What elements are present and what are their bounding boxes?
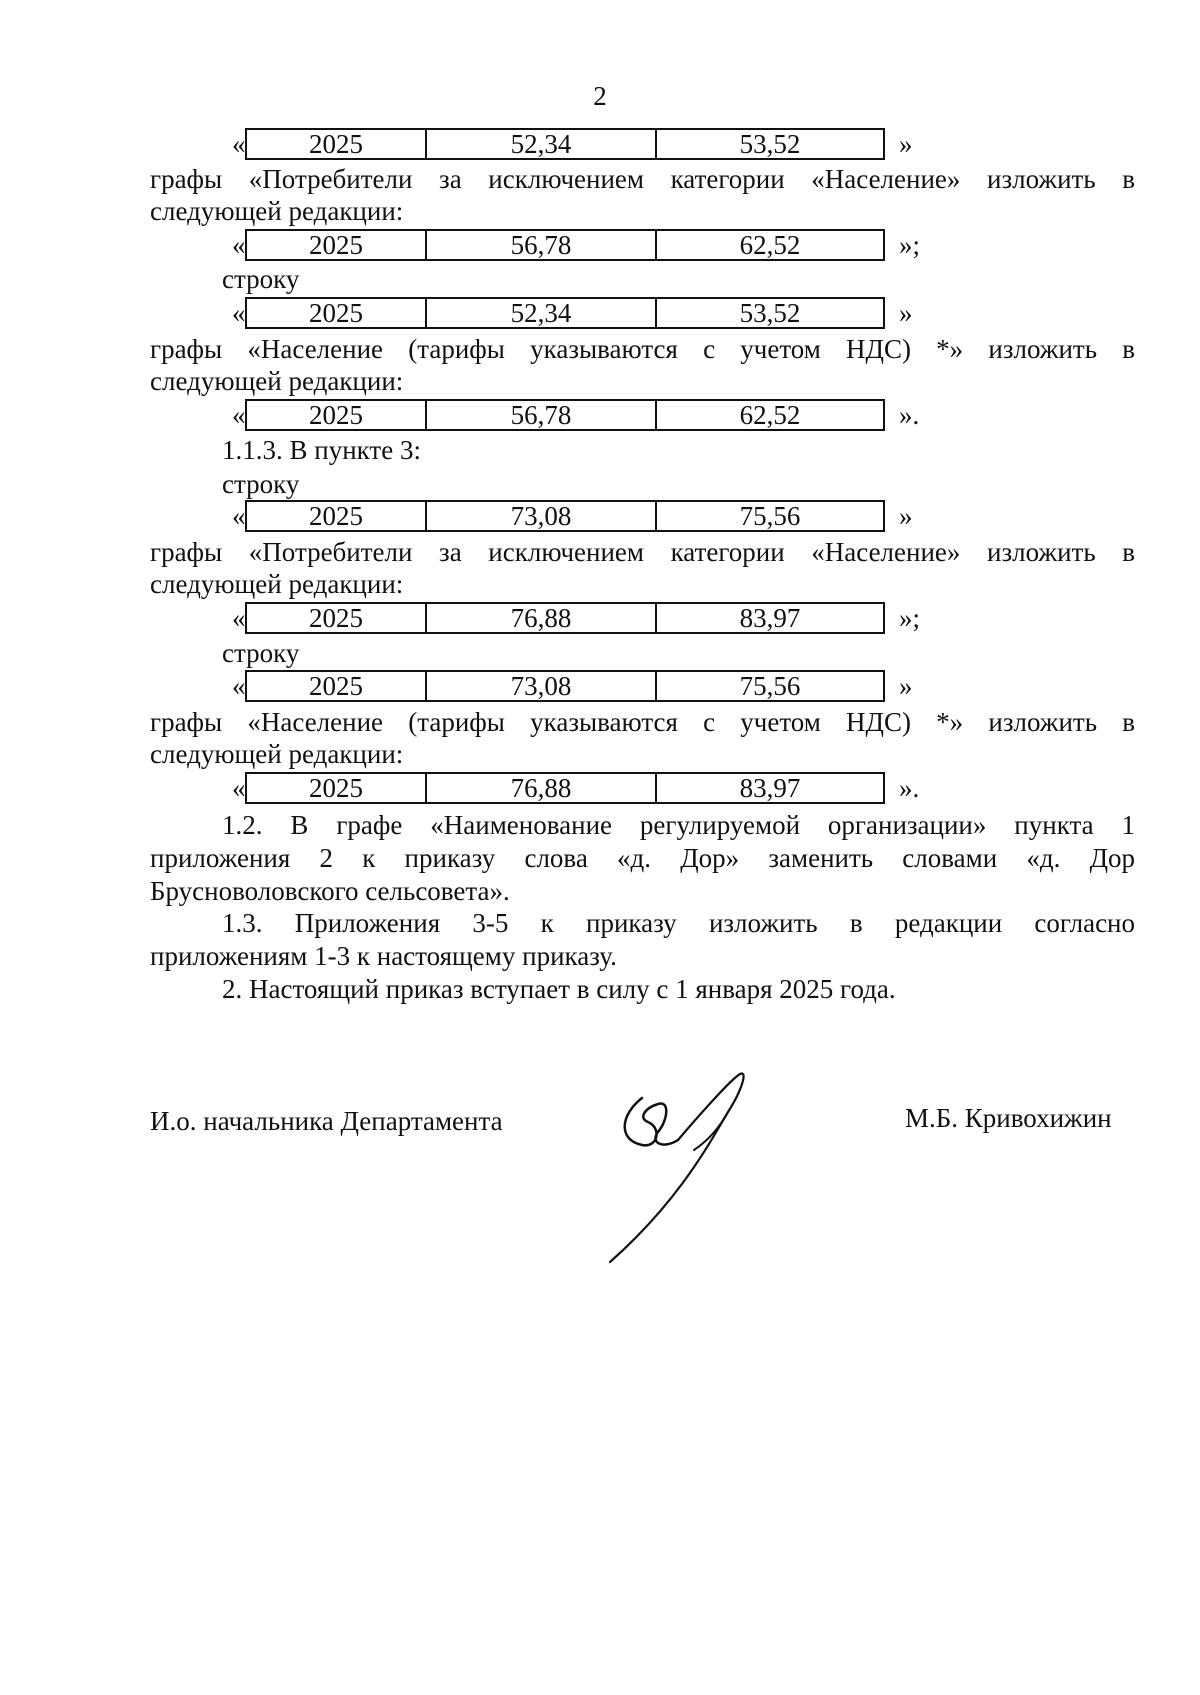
quote-open: «: [232, 773, 246, 803]
value-cell-2: 62,52: [739, 400, 801, 430]
quote-close: »: [899, 501, 913, 531]
value-cell-1: 76,88: [427, 774, 657, 802]
value-cell-2: 53,52: [739, 298, 801, 328]
paragraph-line-end: следующей редакции:: [150, 196, 404, 226]
signatory-name: М.Б. Кривохижин: [905, 1103, 1112, 1133]
label-line: строку: [222, 638, 300, 668]
paragraph-line: графы «Потребители за исключением категории «Население» изложить в: [150, 164, 1135, 194]
year-cell: 2025: [247, 774, 427, 802]
paragraph-line-end: следующей редакции:: [150, 569, 404, 599]
quote-open: «: [232, 230, 246, 260]
value-cell-2: 75,56: [739, 671, 801, 701]
quote-close: »;: [899, 603, 921, 633]
quote-open: «: [232, 501, 246, 531]
paragraph-line: графы «Население (тарифы указываются с учетом НДС) *» изложить в: [150, 334, 1135, 364]
paragraph-2: 2. Настоящий приказ вступает в силу с 1 января 2025 года.: [222, 974, 896, 1004]
year-cell: 2025: [247, 130, 427, 158]
value-cell-1: 56,78: [427, 401, 657, 429]
value-cell-1: 73,08: [427, 672, 657, 700]
quote-close: »: [899, 298, 913, 328]
year-cell: 2025: [247, 604, 427, 632]
page-number: 2: [593, 81, 607, 111]
table-row: [245, 297, 885, 329]
label-line: строку: [222, 469, 300, 499]
quote-open: «: [232, 298, 246, 328]
paragraph-1-2-line-2: приложения 2 к приказу слова «д. Дор» заменить словами «д. Дор: [150, 843, 1135, 873]
table-row: [245, 229, 885, 261]
paragraph-line: графы «Население (тарифы указываются с учетом НДС) *» изложить в: [150, 707, 1135, 737]
paragraph-line: графы «Потребители за исключением категории «Население» изложить в: [150, 537, 1135, 567]
paragraph-1-3-line-2: приложениям 1-3 к настоящему приказу.: [150, 941, 617, 971]
table-row: [245, 500, 885, 532]
year-cell: 2025: [247, 299, 427, 327]
value-cell-1: 76,88: [427, 604, 657, 632]
table-row: [245, 772, 885, 804]
paragraph-1-2-line-3: Брусноволовского сельсовета».: [150, 876, 510, 906]
quote-close: ».: [899, 773, 920, 803]
value-cell-1: 52,34: [427, 299, 657, 327]
table-row: [245, 128, 885, 160]
quote-open: «: [232, 671, 246, 701]
quote-open: «: [232, 400, 246, 430]
paragraph-1-3-line-1: 1.3. Приложения 3-5 к приказу изложить в редакции согласно: [222, 908, 1135, 938]
year-cell: 2025: [247, 401, 427, 429]
table-row: [245, 602, 885, 634]
label-line: строку: [222, 264, 300, 294]
value-cell-1: 52,34: [427, 130, 657, 158]
value-cell-2: 53,52: [739, 129, 801, 159]
value-cell-1: 56,78: [427, 231, 657, 259]
quote-close: »: [899, 129, 913, 159]
signatory-position: И.о. начальника Департамента: [150, 1106, 503, 1136]
paragraph-line-end: следующей редакции:: [150, 366, 404, 396]
year-cell: 2025: [247, 502, 427, 530]
paragraph-line-end: следующей редакции:: [150, 739, 404, 769]
table-row: [245, 399, 885, 431]
value-cell-1: 73,08: [427, 502, 657, 530]
signature-image: [600, 1070, 770, 1270]
quote-close: »;: [899, 230, 921, 260]
paragraph-1-2-line-1: 1.2. В графе «Наименование регулируемой организации» пункта 1: [222, 810, 1135, 840]
quote-close: ».: [899, 400, 920, 430]
clause-heading: 1.1.3. В пункте 3:: [222, 435, 421, 465]
year-cell: 2025: [247, 672, 427, 700]
value-cell-2: 62,52: [739, 230, 801, 260]
value-cell-2: 83,97: [739, 773, 801, 803]
table-row: [245, 670, 885, 702]
quote-close: »: [899, 671, 913, 701]
quote-open: «: [232, 129, 246, 159]
value-cell-2: 75,56: [739, 501, 801, 531]
year-cell: 2025: [247, 231, 427, 259]
quote-open: «: [232, 603, 246, 633]
value-cell-2: 83,97: [739, 603, 801, 633]
